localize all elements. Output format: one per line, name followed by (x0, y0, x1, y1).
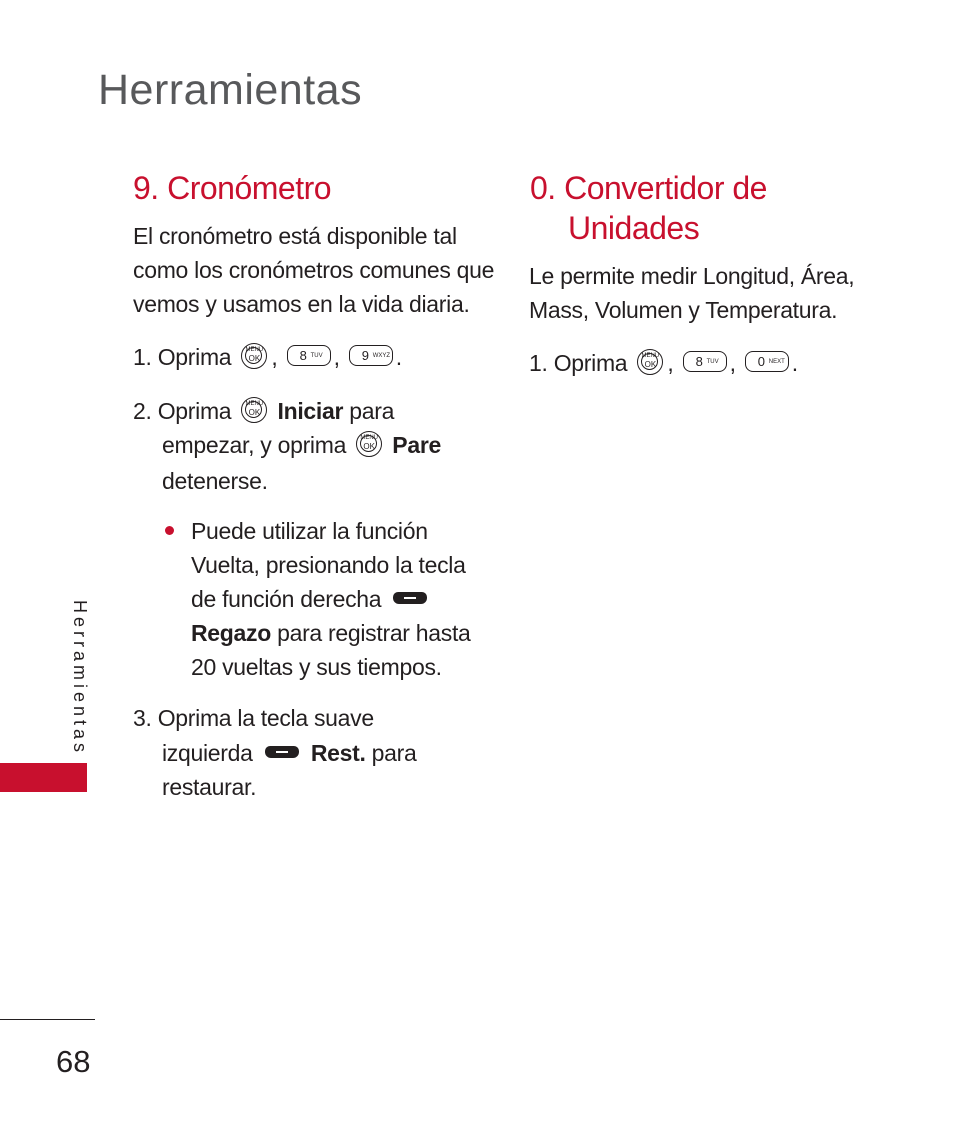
convertidor-step-1: 1. Oprima MENU OK , 8 TUV , 0 NEXT . (529, 350, 798, 376)
menu-ok-key-icon: MENU OK (241, 397, 267, 423)
step-text: izquierda (162, 740, 253, 766)
cronometro-intro-line-1: El cronómetro está disponible tal (133, 223, 457, 249)
section-heading-convertidor-line-2: Unidades (568, 210, 700, 246)
page-number: 68 (56, 1044, 91, 1079)
bullet-text: de función derecha (191, 586, 382, 612)
menu-ok-key-icon: MENU OK (637, 349, 663, 375)
step-text: Oprima (157, 398, 232, 424)
side-tab-label: Herramientas (70, 600, 90, 757)
cronometro-intro-line-2: como los cronómetros comunes que (133, 257, 495, 283)
step-number: 1. (529, 350, 548, 376)
step-text: Oprima la tecla suave (157, 705, 374, 731)
bullet-line-4 (191, 616, 471, 650)
cronometro-intro-line-3: vemos y usamos en la vida diaria. (133, 291, 470, 317)
bullet-text: para registrar hasta (277, 620, 471, 646)
bullet-line-1: Puede utilizar la función (191, 518, 428, 544)
step-number: 3. (133, 705, 152, 731)
key-0-icon: 0 NEXT (745, 351, 789, 372)
cronometro-step-3-line-2 (162, 736, 417, 770)
cronometro-step-2-line-3: detenerse. (162, 468, 268, 494)
step-text: para (371, 740, 417, 766)
key-9-icon: 9 WXYZ (349, 345, 393, 366)
step-number: 2. (133, 398, 152, 424)
right-soft-key-icon (393, 592, 427, 604)
step-text: para (349, 398, 395, 424)
cronometro-step-3-line-1 (133, 701, 374, 735)
bullet-line-5: 20 vueltas y sus tiempos. (191, 654, 442, 680)
cronometro-step-2-line-2 (162, 428, 441, 462)
key-8-icon: 8 TUV (287, 345, 331, 366)
rest-label: Rest. (310, 740, 366, 766)
key-8-icon: 8 TUV (683, 351, 727, 372)
cronometro-step-1: 1. Oprima MENU OK , 8 TUV , 9 WXYZ . (133, 344, 402, 370)
cronometro-step-2-line-1 (133, 394, 394, 428)
step-text: Oprima (553, 350, 628, 376)
bullet-dot-icon (165, 526, 174, 535)
convertidor-intro-line-2: Mass, Volumen y Temperatura. (529, 297, 838, 323)
page-title: Herramientas (98, 66, 363, 114)
convertidor-intro-line-1: Le permite medir Longitud, Área, (529, 263, 855, 289)
iniciar-label: Iniciar (277, 398, 344, 424)
cronometro-step-3-line-3: restaurar. (162, 774, 257, 800)
side-tab-marker (0, 763, 87, 792)
bullet-line-2: Vuelta, presionando la tecla (191, 552, 466, 578)
pare-label: Pare (392, 432, 441, 458)
step-text: empezar, y oprima (162, 432, 347, 458)
section-heading-cronometro: 9. Cronómetro (133, 170, 332, 206)
footer-rule (0, 1019, 95, 1020)
step-text: Oprima (157, 344, 232, 370)
section-heading-convertidor: 0. Convertidor de (530, 170, 767, 206)
left-soft-key-icon (265, 746, 299, 758)
menu-ok-key-icon: MENU OK (241, 343, 267, 369)
step-number: 1. (133, 344, 152, 370)
regazo-label: Regazo (191, 620, 271, 646)
bullet-line-3 (191, 582, 433, 616)
menu-ok-key-icon: MENU OK (356, 431, 382, 457)
